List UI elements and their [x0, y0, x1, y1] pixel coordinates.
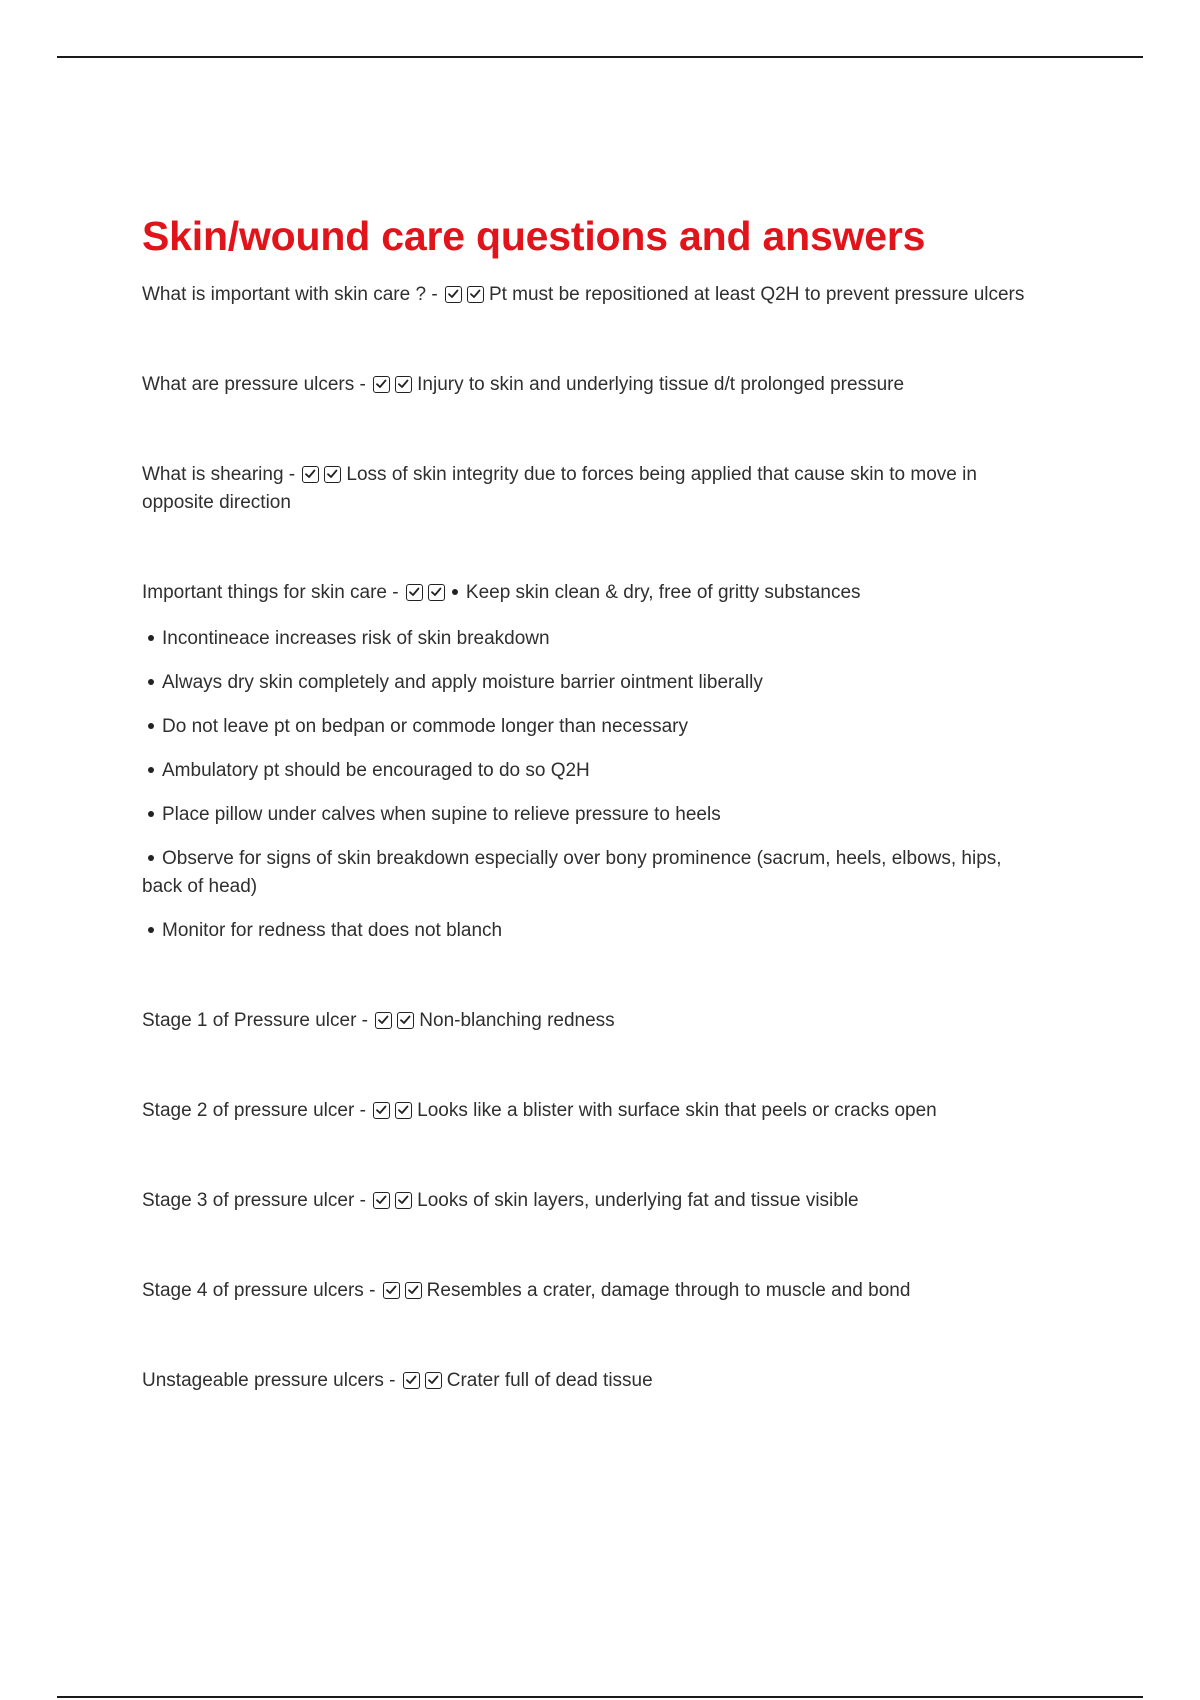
check-pair — [375, 1010, 419, 1031]
qa-item — [142, 281, 1042, 309]
document-title: Skin/wound care questions and answers — [142, 213, 926, 259]
bullet-text: Observe for signs of skin breakdown especially over bony prominence (sacrum, heels, elbows, hips, back of head) — [142, 848, 1002, 898]
document-body — [142, 212, 1042, 1457]
checkbox-checked-icon — [324, 466, 341, 483]
question-text: What is shearing - — [142, 464, 296, 486]
checkbox-checked-icon — [395, 1102, 412, 1119]
question-text: Stage 4 of pressure ulcers - — [142, 1280, 376, 1302]
checkbox-checked-icon — [403, 1372, 420, 1389]
checkbox-checked-icon — [383, 1282, 400, 1299]
question-text: What is important with skin care ? - — [142, 284, 438, 306]
checkbox-checked-icon — [405, 1282, 422, 1299]
bullet-item — [142, 713, 1042, 741]
question-text: Stage 3 of pressure ulcer - — [142, 1190, 366, 1212]
answer-text: Non-blanching redness — [419, 1010, 615, 1032]
checkbox-checked-icon — [397, 1012, 414, 1029]
bullet-icon — [148, 679, 154, 685]
check-pair — [406, 582, 450, 603]
header-rule — [57, 56, 1143, 58]
question-text: Unstageable pressure ulcers - — [142, 1370, 396, 1392]
check-pair — [373, 1100, 417, 1121]
bullet-text: Monitor for redness that does not blanch — [162, 920, 503, 942]
answer-text: Crater full of dead tissue — [446, 1370, 653, 1392]
bullet-item — [142, 625, 1042, 653]
qa-item — [142, 1007, 1042, 1035]
checkbox-checked-icon — [467, 286, 484, 303]
bullet-item — [142, 757, 1042, 785]
bullet-item — [142, 917, 1042, 945]
bullet-icon — [148, 855, 154, 861]
bullet-icon — [148, 927, 154, 933]
checkbox-checked-icon — [425, 1372, 442, 1389]
answer-text: Resembles a crater, damage through to muscle and bond — [426, 1280, 911, 1302]
checkbox-checked-icon — [395, 1192, 412, 1209]
bullet-text: Ambulatory pt should be encouraged to do so Q2H — [162, 760, 590, 782]
bullet-item — [142, 845, 1042, 901]
answer-text: Keep skin clean & dry, free of gritty substances — [465, 582, 861, 604]
qa-item — [142, 1097, 1042, 1125]
qa-item — [142, 461, 1042, 517]
checkbox-checked-icon — [373, 376, 390, 393]
check-pair — [445, 284, 489, 305]
footer-rule — [57, 1696, 1143, 1698]
qa-item — [142, 1277, 1042, 1305]
checkbox-checked-icon — [375, 1012, 392, 1029]
checkbox-checked-icon — [406, 584, 423, 601]
checkbox-checked-icon — [445, 286, 462, 303]
answer-text: Loss of skin integrity due to forces being applied that cause skin to move in opposite direction — [142, 464, 977, 514]
check-pair — [373, 1190, 417, 1211]
checkbox-checked-icon — [373, 1192, 390, 1209]
checkbox-checked-icon — [373, 1102, 390, 1119]
check-pair — [403, 1370, 447, 1391]
bullet-icon — [148, 767, 154, 773]
check-pair — [383, 1280, 427, 1301]
bullet-text: Place pillow under calves when supine to relieve pressure to heels — [162, 804, 721, 826]
question-text: Stage 1 of Pressure ulcer - — [142, 1010, 368, 1032]
check-pair — [302, 464, 346, 485]
question-text: What are pressure ulcers - — [142, 374, 366, 396]
bullet-icon — [148, 723, 154, 729]
qa-item — [142, 1367, 1042, 1395]
qa-item — [142, 1187, 1042, 1215]
answer-text: Looks of skin layers, underlying fat and tissue visible — [417, 1190, 859, 1212]
bullet-text: Always dry skin completely and apply moisture barrier ointment liberally — [162, 672, 763, 694]
qa-item — [142, 579, 1042, 607]
checkbox-checked-icon — [302, 466, 319, 483]
question-text: Stage 2 of pressure ulcer - — [142, 1100, 366, 1122]
bullet-item — [142, 801, 1042, 829]
qa-item — [142, 371, 1042, 399]
answer-text: Pt must be repositioned at least Q2H to prevent pressure ulcers — [488, 284, 1025, 306]
bullet-item — [142, 669, 1042, 697]
bullet-icon — [452, 589, 458, 595]
answer-text: Looks like a blister with surface skin that peels or cracks open — [417, 1100, 937, 1122]
bullet-icon — [148, 811, 154, 817]
checkbox-checked-icon — [428, 584, 445, 601]
checkbox-checked-icon — [395, 376, 412, 393]
bullet-text: Do not leave pt on bedpan or commode longer than necessary — [162, 716, 688, 738]
bullet-text: Incontineace increases risk of skin breakdown — [162, 628, 550, 650]
bullet-icon — [148, 635, 154, 641]
check-pair — [373, 374, 417, 395]
question-text: Important things for skin care - — [142, 582, 399, 604]
answer-text: Injury to skin and underlying tissue d/t prolonged pressure — [417, 374, 905, 396]
